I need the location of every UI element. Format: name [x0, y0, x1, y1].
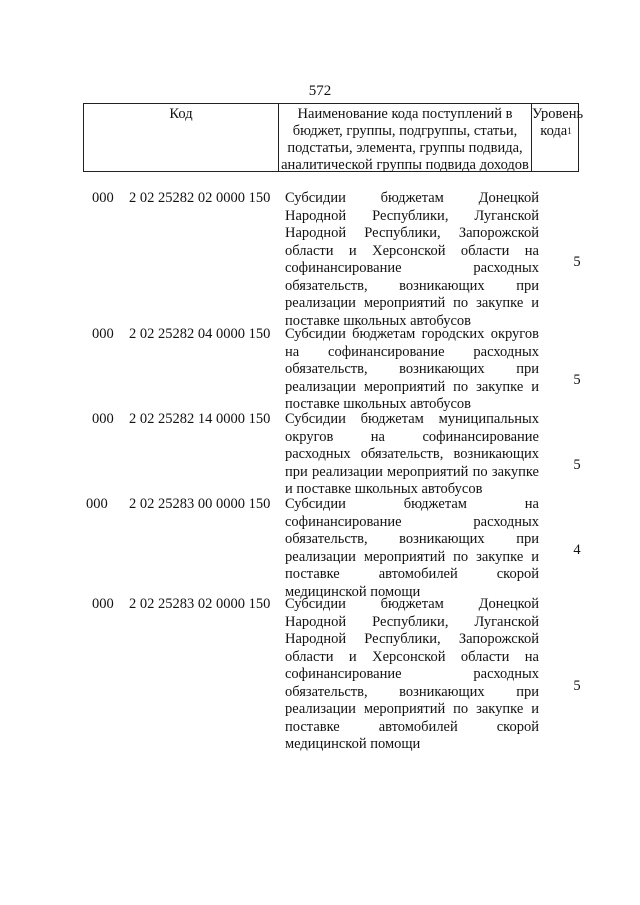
description-line: Народной Республики, Запорожской	[285, 225, 539, 241]
description-line: области и Херсонской области на	[285, 242, 539, 259]
description-line: обязательств, возникающих при	[285, 277, 539, 294]
code-level: 5	[573, 371, 581, 388]
revenue-description	[285, 411, 539, 499]
revenue-description	[285, 496, 539, 601]
description-line: области и Херсонской области на	[285, 648, 539, 665]
description-line: поставке школьных автобусов	[285, 396, 472, 412]
code-level: 5	[573, 456, 581, 473]
header-name	[279, 104, 532, 171]
description-line: и поставке школьных автобусов	[285, 481, 483, 497]
description-line: медицинской помощи	[285, 736, 421, 752]
description-line: реализации мероприятий по закупке и	[285, 378, 539, 395]
description-line: обязательств, возникающих при	[285, 683, 539, 700]
description-line: Народной Республики, Луганской	[285, 207, 539, 224]
description-line: при реализации мероприятий по закупке	[285, 463, 539, 480]
description-line: на софинансирование расходных	[285, 343, 539, 360]
description-line: округов на софинансирование	[285, 428, 539, 445]
description-line: софинансирование расходных	[285, 666, 539, 682]
description-line: софинансирование расходных	[285, 260, 539, 276]
revenue-code: 2 02 25282 14 0000 150	[129, 411, 271, 427]
description-line: Субсидии бюджетам на	[285, 496, 539, 512]
description-line: расходных обязательств, возникающих	[285, 446, 539, 462]
header-name-line: Наименование кода поступлений в	[297, 106, 513, 122]
admin-code: 000	[92, 596, 114, 612]
code-level: 4	[573, 541, 581, 558]
description-line: реализации мероприятий по закупке и	[285, 701, 539, 717]
description-line: поставке школьных автобусов	[285, 312, 472, 329]
revenue-code: 2 02 25283 00 0000 150	[129, 496, 271, 512]
admin-code: 000	[92, 326, 114, 342]
header-level	[532, 104, 584, 171]
description-line: софинансирование расходных	[285, 513, 539, 530]
description-line: обязательств, возникающих при	[285, 361, 539, 377]
revenue-description	[285, 596, 539, 754]
admin-code: 000	[92, 411, 114, 427]
revenue-code: 2 02 25282 04 0000 150	[129, 326, 271, 342]
admin-code: 000	[86, 496, 108, 512]
description-line: обязательств, возникающих при	[285, 531, 539, 547]
header-name-line: подстатьи, элемента, группы подвида,	[287, 140, 523, 156]
header-code: Код	[84, 104, 279, 171]
description-line: реализации мероприятий по закупке и	[285, 548, 539, 565]
description-line: Народной Республики, Луганской	[285, 613, 539, 630]
revenue-description	[285, 190, 539, 330]
description-line: Субсидии бюджетам Донецкой	[285, 190, 539, 206]
description-line: Народной Республики, Запорожской	[285, 631, 539, 647]
description-line: Субсидии бюджетам муниципальных	[285, 411, 539, 427]
footnote-mark: 1	[567, 126, 572, 136]
header-name-line: бюджет, группы, подгруппы, статьи,	[292, 123, 518, 139]
revenue-code: 2 02 25282 02 0000 150	[129, 190, 271, 206]
header-name-line: аналитической группы подвида доходов	[281, 157, 529, 173]
code-level: 5	[573, 677, 581, 694]
page-number: 572	[308, 83, 332, 99]
admin-code: 000	[92, 190, 114, 206]
header-level-line: кода$^1$	[540, 123, 572, 139]
description-line: Субсидии бюджетам городских округов	[285, 326, 539, 342]
description-line: реализации мероприятий по закупке и	[285, 295, 539, 311]
revenue-description	[285, 326, 539, 414]
header-level-line: Уровень	[532, 106, 584, 122]
description-line: поставке автомобилей скорой	[285, 566, 539, 582]
description-line: Субсидии бюджетам Донецкой	[285, 596, 539, 612]
revenue-code: 2 02 25283 02 0000 150	[129, 596, 271, 612]
code-level: 5	[573, 254, 581, 271]
description-line: поставке автомобилей скорой	[285, 718, 539, 735]
table-header	[83, 103, 584, 173]
description-line: медицинской помощи	[285, 583, 421, 600]
